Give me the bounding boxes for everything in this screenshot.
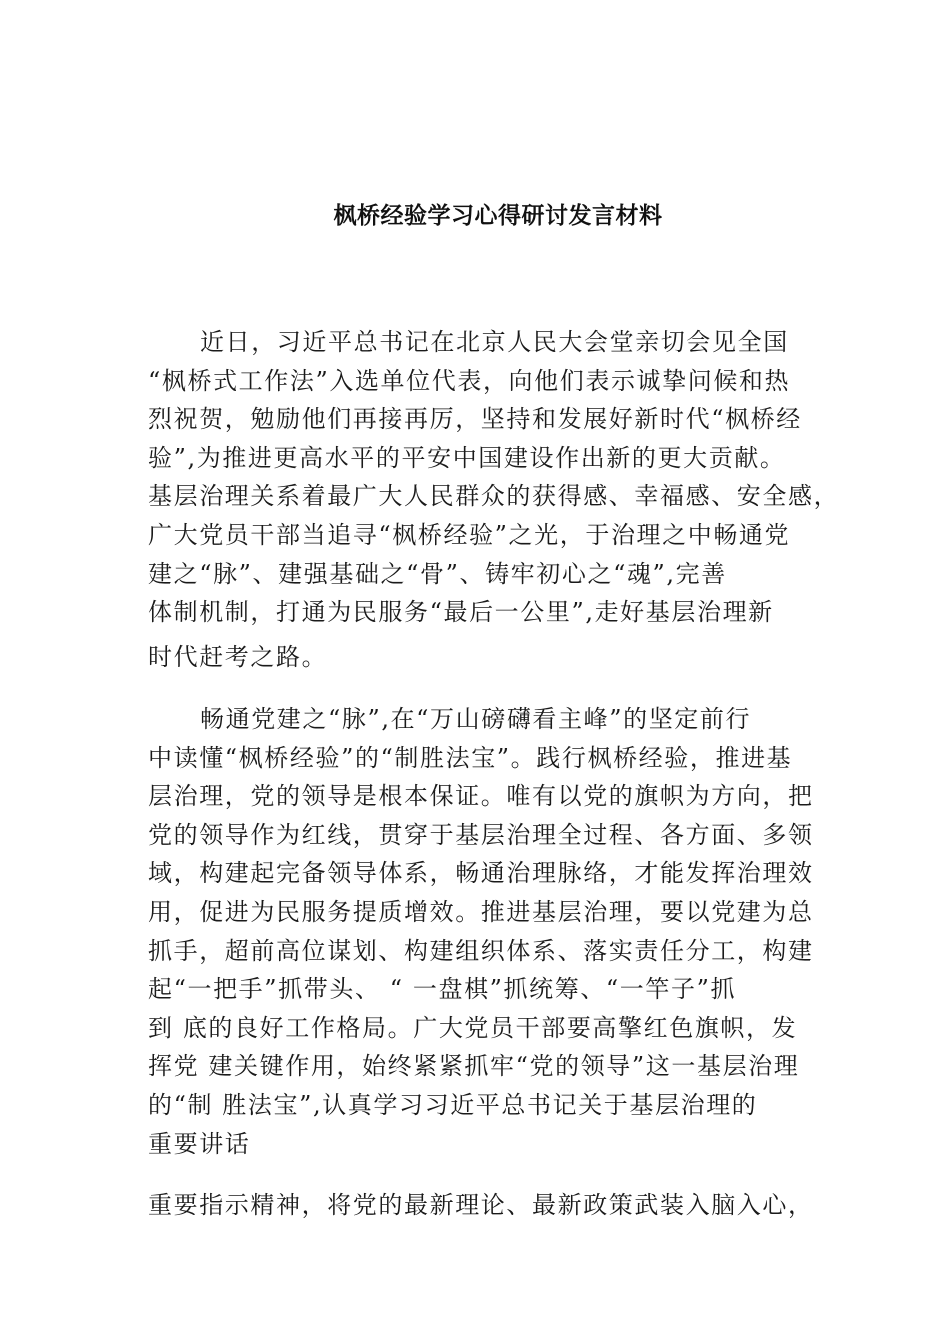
text-line: 体制机制，打通为民服务“最后一公里”,走好基层治理新 — [148, 598, 774, 627]
text-line: 层治理，党的领导是根本保证。唯有以党的旗帜为方向，把 — [148, 782, 814, 811]
text-line: 验”,为推进更高水平的平安中国建设作出新的更大贡献。 — [148, 443, 786, 472]
text-line: 广大党员干部当追寻“枫桥经验”之光，于治理之中畅通党 — [148, 520, 791, 549]
text-line: 近日，习近平总书记在北京人民大会堂亲切会见全国 — [200, 328, 789, 356]
text-line: 的“制 胜法宝”,认真学习习近平总书记关于基层治理的 — [148, 1090, 758, 1119]
text-line: 中读懂“枫桥经验”的“制胜法宝”。践行枫桥经验，推进基 — [148, 743, 793, 772]
paragraph-2 — [148, 700, 814, 1163]
text-line: 到 底的良好工作格局。广大党员干部要高擎红色旗帜，发 — [148, 1013, 798, 1042]
text-line: 烈祝贺，勉励他们再接再厉，坚持和发展好新时代“枫桥经 — [148, 405, 802, 434]
text-line: 抓手，超前高位谋划、构建组织体系、落实责任分工，构建 — [148, 936, 814, 965]
text-line: 畅通党建之“脉”,在“万山磅礴看主峰”的坚定前行 — [200, 705, 752, 733]
text-line: 重要指示精神，将党的最新理论、最新政策武装入脑入心， — [148, 1191, 814, 1219]
text-line: 基层治理关系着最广大人民群众的获得感、幸福感、安全感， — [148, 482, 840, 511]
text-line: 党的领导作为红线，贯穿于基层治理全过程、各方面、多领 — [148, 820, 814, 849]
text-line: “枫桥式工作法”入选单位代表，向他们表示诚挚问候和热 — [148, 366, 791, 395]
text-line: 域，构建起完备领导体系，畅通治理脉络，才能发挥治理效 — [148, 859, 814, 888]
text-line: 挥党 建关键作用，始终紧紧抓牢“党的领导”这一基层治理 — [148, 1052, 800, 1081]
text-line: 重要讲话 — [148, 1129, 251, 1158]
paragraph-1 — [148, 323, 840, 676]
document-title: 枫桥经验学习心得研讨发言材料 — [333, 203, 663, 229]
text-line: 起“一把手”抓带头、 “ 一盘棋”抓统筹、“一竿子”抓 — [148, 975, 737, 1004]
text-line: 时代赶考之路。 — [148, 642, 328, 671]
paragraph-3 — [148, 1186, 814, 1225]
text-line: 用，促进为民服务提质增效。推进基层治理，要以党建为总 — [148, 897, 814, 926]
text-line: 建之“脉”、建强基础之“骨”、铸牢初心之“魂”,完善 — [148, 559, 727, 588]
